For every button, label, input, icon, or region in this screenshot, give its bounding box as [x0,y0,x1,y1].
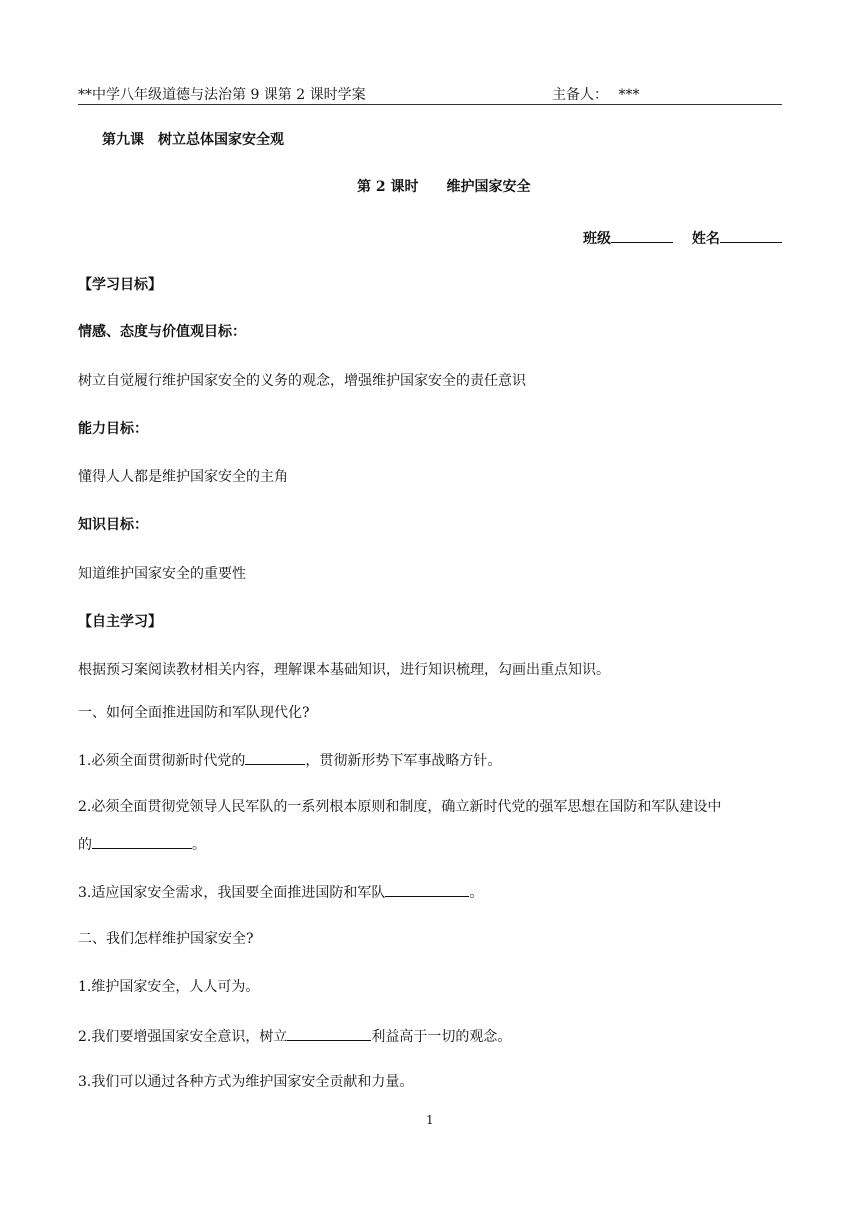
ability-heading: 能力目标： [78,421,148,437]
q1-item3-before: 3.适应国家安全需求，我国要全面推进国防和军队 [78,885,386,901]
emotion-text: 树立自觉履行维护国家安全的义务的观念，增强维护国家安全的责任意识 [78,373,526,389]
header-author-value: *** [618,87,640,103]
q1-item1 [78,750,501,770]
q2-item2 [78,1026,511,1046]
q1-item2-line1: 2.必须全面贯彻党领导人民军队的一系列根本原则和制度，确立新时代党的强军思想在国防和军队建设中 [78,799,722,815]
q1-item2-before: 的 [78,837,92,853]
q1-item3-blank[interactable] [385,882,469,897]
q1-item2-line2 [78,834,206,854]
q2-item1: 1.维护国家安全，人人可为。 [78,979,260,995]
q2-item3: 3.我们可以通过各种方式为维护国家安全贡献和力量。 [78,1074,414,1090]
q1-item2-blank[interactable] [92,834,192,849]
q1-item2-after: 。 [192,837,206,853]
name-blank[interactable] [720,228,782,243]
student-fields [583,228,782,248]
q1-item3-after: 。 [469,885,484,901]
lesson-title: 第九课 树立总体国家安全观 [102,132,284,148]
header-author-label: 主备人： [552,87,608,103]
q2-item2-before: 2.我们要增强国家安全意识，树立 [78,1029,288,1045]
q2-item2-blank[interactable] [287,1026,371,1041]
page-number: 1 [426,1113,434,1127]
header-author [552,86,639,104]
header-rule [78,104,782,105]
q1-item1-after: ，贯彻新形势下军事战略方针。 [305,753,502,769]
q1-item1-blank[interactable] [245,750,305,765]
q2-title: 二、我们怎样维护国家安全? [78,931,254,947]
q2-item2-after: 利益高于一切的观念。 [371,1029,512,1045]
ability-text: 懂得人人都是维护国家安全的主角 [78,469,288,485]
knowledge-heading: 知识目标： [78,517,148,533]
header-title: **中学八年级道德与法治第 9 课第 2 课时学案 [78,87,366,103]
q1-item1-before: 1.必须全面贯彻新时代党的 [78,753,246,769]
knowledge-text: 知道维护国家安全的重要性 [78,566,246,582]
class-label: 班级 [583,231,611,247]
objectives-heading: 【学习目标】 [78,277,162,293]
session-title: 第 2 课时 维护国家安全 [357,179,531,195]
name-label: 姓名 [691,231,720,247]
selfstudy-heading: 【自主学习】 [78,614,162,630]
class-blank[interactable] [611,228,673,243]
selfstudy-intro: 根据预习案阅读教材相关内容，理解课本基础知识，进行知识梳理，勾画出重点知识。 [78,662,610,678]
emotion-heading: 情感、态度与价值观目标： [78,324,246,340]
q1-title: 一、如何全面推进国防和军队现代化? [78,705,310,721]
q1-item3 [78,882,483,902]
